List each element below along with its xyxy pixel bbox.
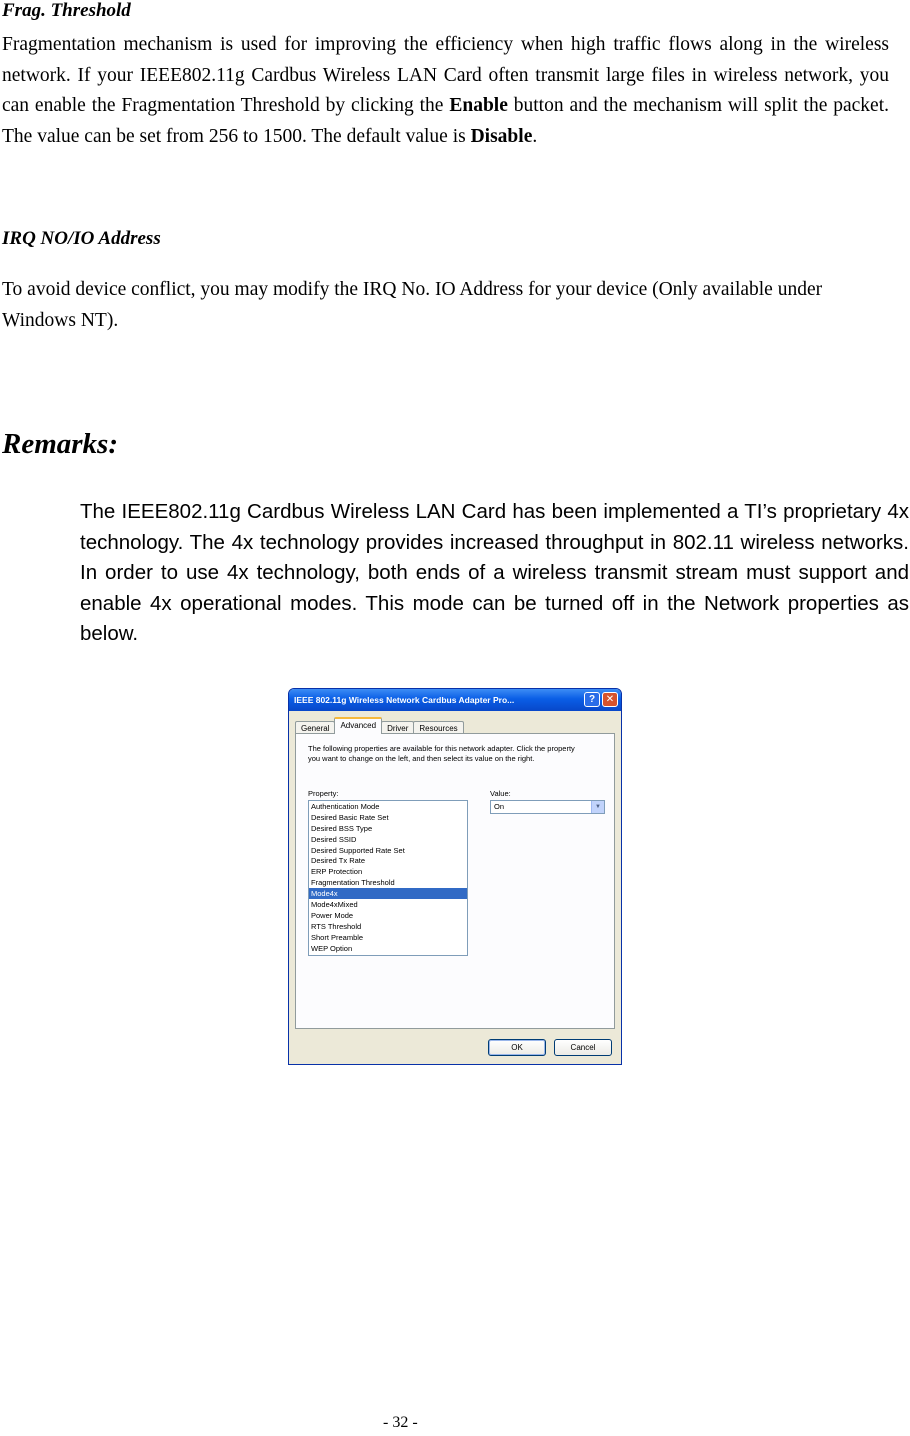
close-button[interactable]: ✕ [602,692,618,707]
ok-button[interactable]: OK [488,1039,546,1056]
list-item[interactable]: Desired Basic Rate Set [311,812,389,822]
dialog-titlebar [289,689,621,711]
remarks-body: The IEEE802.11g Cardbus Wireless LAN Card has been implemented a TI’s proprietary 4x technology. The 4x technology provides increased throughput in 802.11 wireless networks. In order to use 4x technology, both ends of a wireless transmit stream must support and enable 4x operational modes. This mode can be turned off in the Network properties as below. [80,500,909,645]
list-item-selected[interactable]: Mode4x [309,888,467,899]
cancel-button[interactable]: Cancel [554,1039,612,1056]
tab-driver[interactable]: Driver [381,721,414,734]
list-item[interactable]: WEP Option [311,943,353,953]
tab-resources[interactable]: Resources [413,721,463,734]
list-item[interactable]: Desired Tx Rate [311,856,366,866]
advanced-tab-panel [295,733,615,1029]
list-item[interactable]: Desired Supported Rate Set [311,845,405,855]
remarks-title: Remarks: [2,428,118,460]
list-item[interactable]: Fragmentation Threshold [311,878,395,888]
page-number: - 32 - [383,1414,418,1431]
help-button[interactable]: ? [584,692,600,707]
list-item[interactable]: Authentication Mode [311,802,380,811]
irq-heading: IRQ NO/IO Address [2,228,161,249]
property-listbox[interactable] [308,800,468,956]
frag-text-e: . [532,125,538,147]
list-item[interactable]: Short Preamble [311,932,364,942]
adapter-properties-dialog [288,688,622,1065]
chevron-down-icon[interactable]: ▼ [591,801,604,813]
irq-paragraph: To avoid device conflict, you may modify the IRQ No. IO Address for your device (Only available under Windows NT). [2,279,823,331]
properties-description: The following properties are available for this network adapter. Click the property you want to change on the left, and then select its value on the right. [308,744,575,763]
value-selected: On [494,802,505,811]
frag-enable-term: Enable [449,95,508,116]
list-item[interactable]: ERP Protection [311,867,363,877]
frag-text-c: button and the mechanism will split the packet. The value can be set from 256 to 1500. The default value is [2,95,889,147]
tab-advanced[interactable]: Advanced [334,717,382,734]
tab-general[interactable]: General [295,721,335,734]
frag-text-a: Fragmentation mechanism is used for improving the efficiency when high traffic flows along in the wireless network. If your IEEE802.11g Cardbus Wireless LAN Card often transmit large files in wireless network, you can enable the Fragmentation Threshold by clicking the [2,34,889,116]
frag-threshold-heading: Frag. Threshold [2,0,131,21]
list-item[interactable]: Power Mode [311,910,354,920]
dialog-tabs [295,716,463,734]
list-item[interactable]: Desired BSS Type [311,823,373,833]
frag-threshold-paragraph [2,30,889,152]
dialog-title: IEEE 802.11g Wireless Network Cardbus Adapter Pro... [294,695,515,705]
frag-disable-term: Disable [470,125,533,147]
property-label: Property: [308,789,339,798]
list-item[interactable]: Desired SSID [311,834,357,844]
list-item[interactable]: RTS Threshold [311,921,362,931]
value-label: Value: [490,789,511,798]
value-dropdown[interactable] [490,800,605,814]
list-item[interactable]: Mode4xMixed [311,900,358,910]
